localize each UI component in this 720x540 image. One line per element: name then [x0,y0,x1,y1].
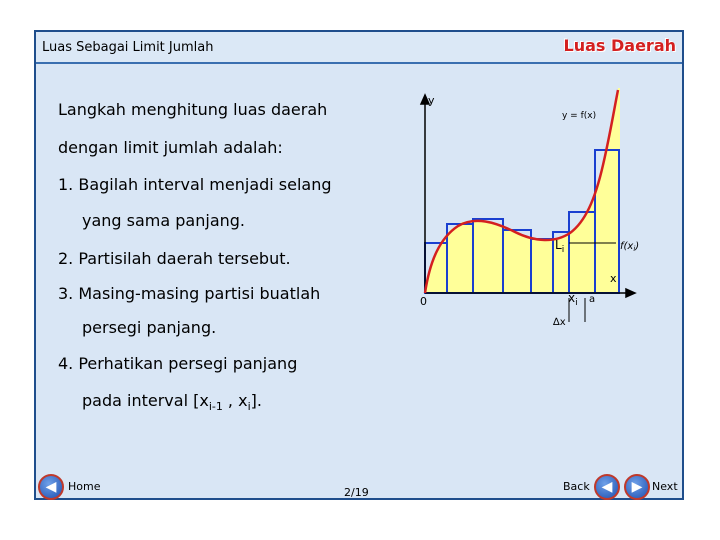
next-button[interactable] [624,474,650,500]
origin-label: 0 [420,295,427,308]
home-label[interactable]: Home [68,480,101,493]
step-4-line-1: 4. Perhatikan persegi panjang [58,354,298,373]
arrow-left-icon: ◀ [45,479,57,495]
next-label[interactable]: Next [652,480,678,493]
dx-label: ∆x [553,317,566,328]
back-button[interactable] [594,474,620,500]
xi-label: $x_i$ [568,291,578,308]
step-1-line-1: 1. Bagilah interval menjadi selang [58,175,332,194]
section-title: Luas Daerah [563,36,676,55]
fxi-label: $f(x_i)$ [620,241,640,253]
step-4-line-2: pada interval [$x_{i-1}$ , $x_i$]. [82,391,262,414]
back-label[interactable]: Back [563,480,590,493]
y-axis-label: y [428,94,435,107]
arrow-left-icon: ◀ [601,479,613,495]
step-3-line-1: 3. Masing-masing partisi buatlah [58,284,321,303]
slide-title: Luas Sebagai Limit Jumlah [42,40,214,55]
li-label: $L_i$ [555,238,565,255]
a-label: a [589,294,596,305]
page-number: 2/19 [344,486,369,499]
step-2: 2. Partisilah daerah tersebut. [58,249,291,268]
step-3-line-2: persegi panjang. [82,318,217,337]
step-1-line-2: yang sama panjang. [82,211,246,230]
home-button[interactable] [38,474,64,500]
arrow-right-icon: ▶ [631,479,643,495]
curve-label: y = f(x) [562,111,597,121]
intro-line-1: Langkah menghitung luas daerah [58,100,328,119]
x-axis-label: x [610,272,617,285]
intro-line-2: dengan limit jumlah adalah: [58,138,283,157]
